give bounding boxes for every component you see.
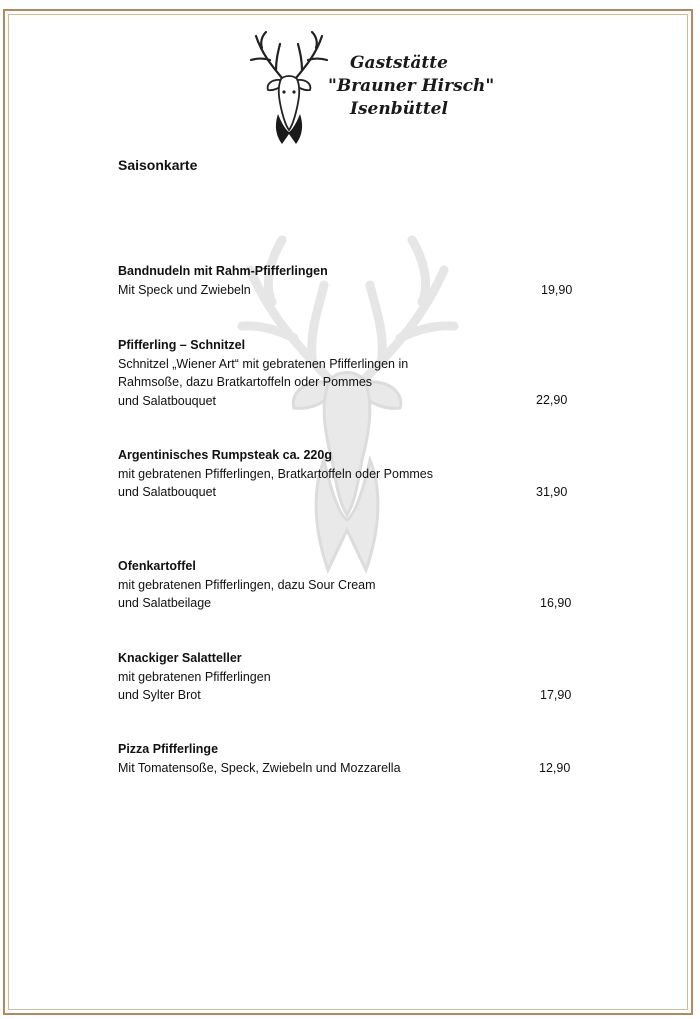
menu-item-desc: mit gebratenen Pfifferlingen, Bratkartoffeln oder Pommes [118, 466, 433, 481]
menu-item-desc: und Salatbouquet [118, 393, 217, 408]
menu-item-title: Argentinisches Rumpsteak ca. 220g [118, 448, 332, 462]
menu-item-price: 19,90 [541, 283, 573, 297]
menu-item-title: Ofenkartoffel [118, 559, 196, 573]
menu-item-desc: mit gebratenen Pfifferlingen, dazu Sour Cream [118, 577, 376, 592]
menu-item-title: Knackiger Salatteller [118, 651, 242, 665]
menu-item [118, 557, 578, 613]
menu-item [118, 740, 578, 777]
menu-item-desc: und Salatbouquet [118, 485, 217, 499]
menu-item-desc: mit gebratenen Pfifferlingen [118, 669, 271, 684]
menu-item [118, 336, 578, 410]
menu-item-desc: Mit Tomatensoße, Speck, Zwiebeln und Mozzarella [118, 760, 401, 775]
menu-item [118, 649, 578, 705]
menu-item-desc: Rahmsoße, dazu Bratkartoffeln oder Pommes [118, 375, 373, 389]
menu-item-title: Pfifferling – Schnitzel [118, 338, 246, 352]
menu-item-desc: und Sylter Brot [118, 688, 201, 702]
menu-item [118, 262, 578, 299]
menu-item-title: Bandnudeln mit Rahm-Pfifferlingen [118, 264, 328, 278]
menu-item-price: 16,90 [540, 596, 572, 610]
logo-line-2: "Brauner Hirsch" [328, 76, 495, 96]
menu-item-title: Pizza Pfifferlinge [118, 742, 219, 756]
logo-line-3: Isenbüttel [350, 99, 448, 119]
menu-item-desc: Schnitzel „Wiener Art“ mit gebratenen Pfifferlingen in [118, 356, 409, 371]
page-title: Saisonkarte [118, 157, 198, 173]
menu-item-price: 22,90 [536, 393, 568, 407]
menu-item-desc: Mit Speck und Zwiebeln [118, 282, 251, 297]
menu-item-desc: und Salatbeilage [118, 596, 212, 610]
menu-item-price: 17,90 [540, 688, 572, 702]
stag-logo-icon [248, 30, 330, 148]
restaurant-name [328, 52, 495, 121]
menu-item-price: 12,90 [539, 761, 571, 775]
logo-line-1: Gaststätte [350, 53, 448, 73]
menu-item-price: 31,90 [536, 485, 568, 499]
menu-item [118, 446, 578, 502]
